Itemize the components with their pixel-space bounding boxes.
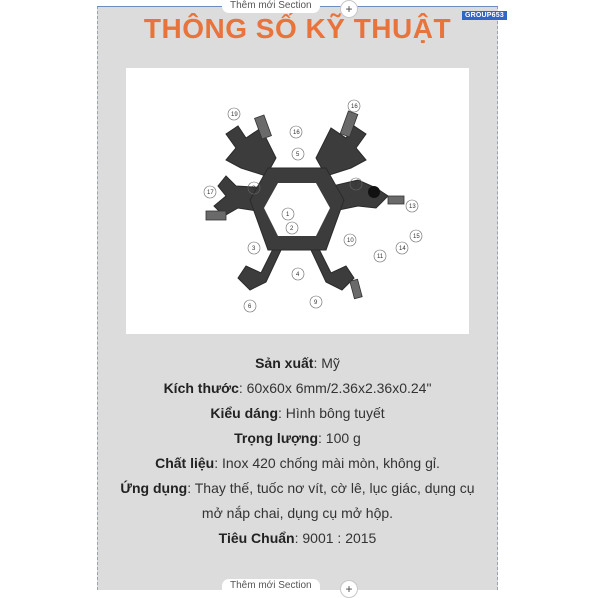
spec-value: : 60x60x 6mm/2.36x2.36x0.24": [238, 380, 432, 396]
add-icon[interactable]: +: [340, 0, 358, 18]
svg-text:11: 11: [377, 254, 384, 260]
svg-text:15: 15: [413, 234, 420, 240]
spec-row-origin: [120, 351, 475, 376]
snowflake-tool-illustration: [126, 68, 469, 334]
svg-text:16: 16: [351, 104, 358, 110]
svg-text:3: 3: [252, 246, 256, 252]
spec-label: Ứng dụng: [120, 480, 188, 496]
spec-value: : Mỹ: [313, 355, 340, 371]
spec-value: : Thay thế, tuốc nơ vít, cờ lê, lục giác, dụng cụ mở nắp chai, dụng cụ mở hộp.: [187, 480, 475, 521]
svg-text:14: 14: [399, 246, 406, 252]
spec-row-material: [120, 451, 475, 476]
spec-label: Trọng lượng: [234, 430, 319, 446]
spec-row-dimensions: [120, 376, 475, 401]
add-section-bottom-button[interactable]: Thêm mới Section: [222, 579, 320, 593]
spec-value: : Inox 420 chống mài mòn, không gỉ.: [214, 455, 440, 471]
svg-text:8: 8: [252, 186, 256, 192]
page-title: THÔNG SỐ KỸ THUẬT: [143, 13, 452, 44]
spec-value: : 9001 : 2015: [294, 530, 377, 546]
svg-text:2: 2: [290, 226, 294, 232]
svg-text:7: 7: [354, 182, 358, 188]
svg-text:10: 10: [347, 238, 354, 244]
spec-label: Kiểu dáng: [210, 405, 279, 421]
svg-text:5: 5: [296, 152, 300, 158]
svg-text:19: 19: [231, 112, 238, 118]
spec-label: Tiêu Chuẩn: [218, 530, 295, 546]
svg-text:6: 6: [248, 304, 252, 310]
add-icon[interactable]: +: [340, 580, 358, 598]
spec-row-standard: [120, 526, 475, 551]
spec-value: : 100 g: [318, 430, 361, 446]
svg-text:13: 13: [409, 204, 416, 210]
svg-text:17: 17: [207, 190, 214, 196]
spec-list: [120, 351, 475, 551]
svg-text:4: 4: [296, 272, 300, 278]
add-section-top-button[interactable]: Thêm mới Section: [222, 0, 320, 13]
spec-label: Sản xuất: [255, 355, 314, 371]
svg-text:16: 16: [293, 130, 300, 136]
spec-row-usage: [120, 476, 475, 526]
spec-value: : Hình bông tuyết: [278, 405, 385, 421]
product-image: [126, 68, 469, 334]
svg-text:9: 9: [314, 300, 318, 306]
spec-label: Chất liệu: [155, 455, 215, 471]
spec-row-style: [120, 401, 475, 426]
svg-text:1: 1: [286, 212, 290, 218]
spec-label: Kích thước: [163, 380, 239, 396]
spec-row-weight: [120, 426, 475, 451]
section-id-badge: GROUP653: [462, 11, 507, 20]
